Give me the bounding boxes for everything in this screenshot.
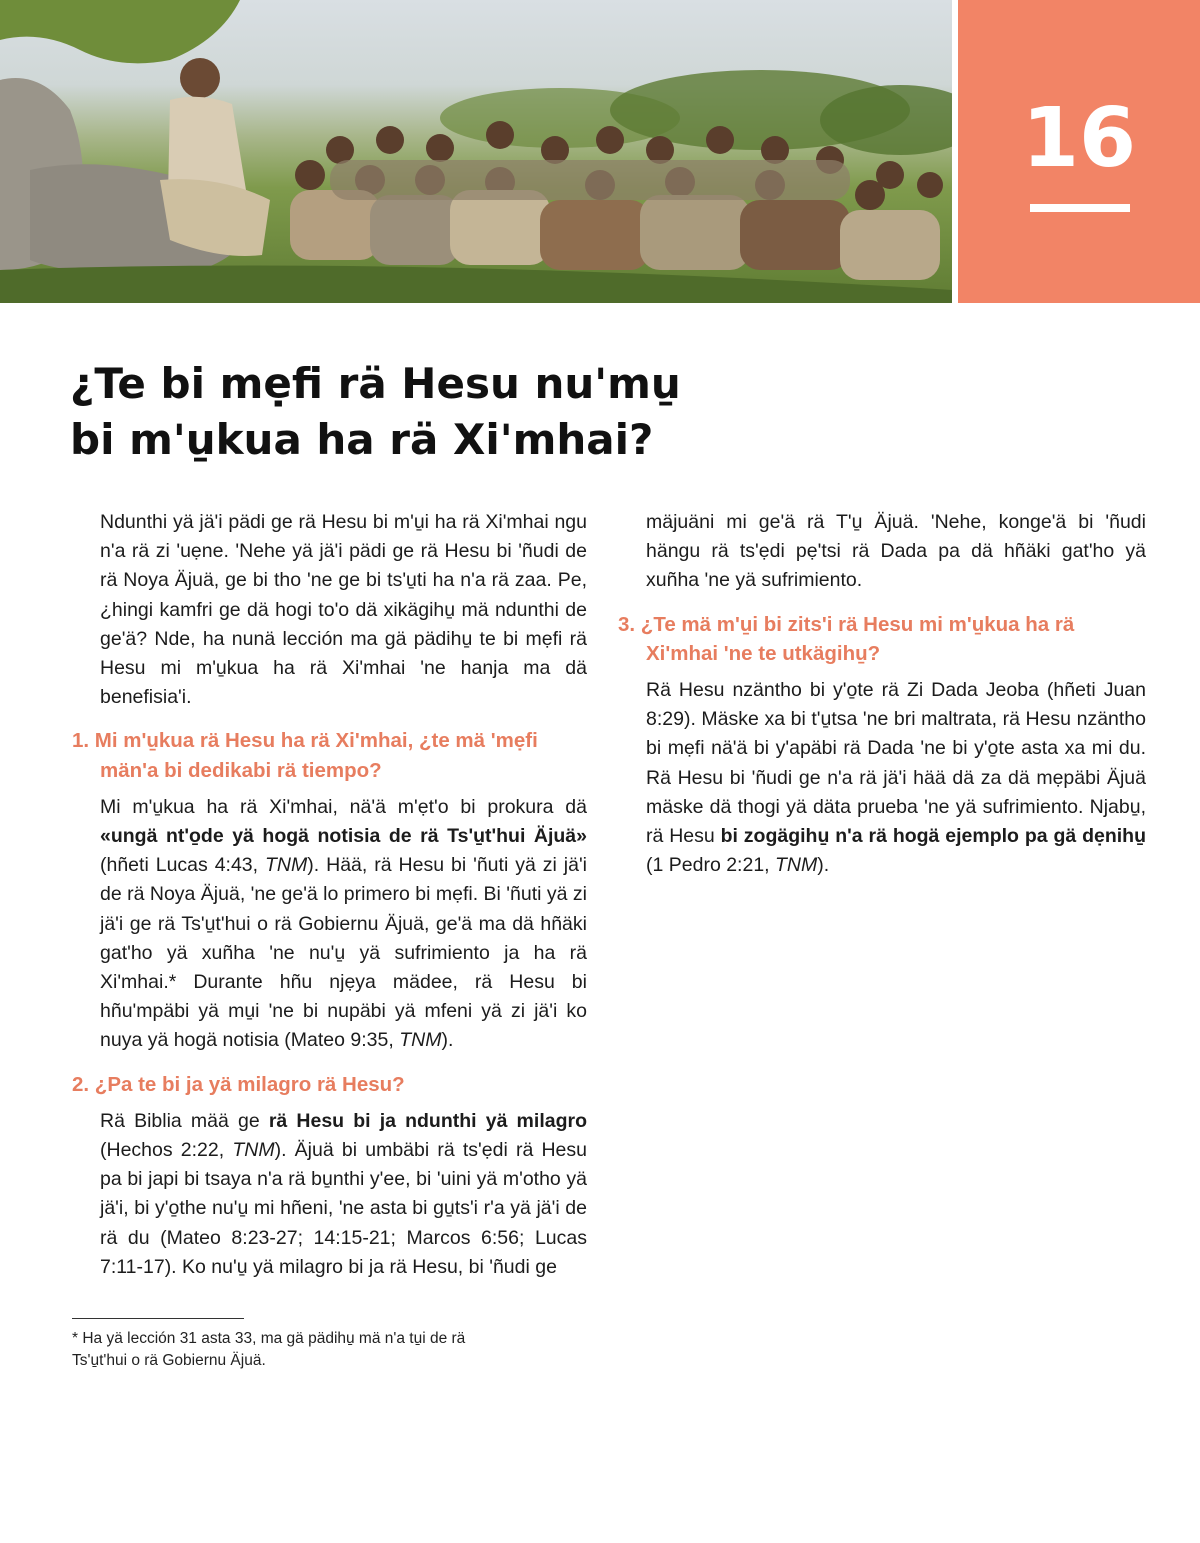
section-1-text-b: (hñeti Lucas 4:43,: [100, 854, 266, 877]
section-3-body: [618, 676, 1146, 880]
lesson-number-underline: [1030, 204, 1130, 212]
section-3-text-b: (1 Pedro 2:21,: [646, 854, 775, 877]
section-3-bold: bi zogägihu̱ n'a rä hogä ejemplo pa gä dẹnihu̱: [720, 825, 1146, 848]
lesson-number: 16: [1021, 91, 1137, 186]
section-3-heading: 3. ¿Te mä m'u̱i bi zits'i rä Hesu mi m'u̱kua ha rä Xi'mhai 'ne te utkägihu̱?: [618, 612, 1075, 665]
section-1-heading: 1. Mi m'u̱kua rä Hesu ha rä Xi'mhai, ¿te mä 'mẹfi män'a bi dedikabi rä tiempo?: [72, 729, 538, 782]
lesson-number-box: [958, 0, 1200, 303]
section-1-text-a: Mi m'u̱kua ha rä Xi'mhai, nä'ä m'ẹt'o bi prokura dä: [100, 795, 587, 818]
page-title-line-1: ¿Te bi mẹfi rä Hesu nu'mu̱: [70, 359, 681, 408]
page-title: [70, 356, 870, 468]
section-1-bold: «ungä nt'o̱de yä hogä notisia de rä Ts'u̱t'hui Äjuä»: [100, 825, 587, 848]
intro-paragraph: Ndunthi yä jä'i pädi ge rä Hesu bi m'u̱i ha rä Xi'mhai ngu n'a rä zi 'uẹne. 'Nehe yä jä'i pädi ge rä Hesu bi 'ñudi de rä Noya Äjuä, ge bi tho 'ne ge bi ts'u̱ti ha n'a rä zaa. Pe, ¿hingi kamfri ge dä hogi to'o dä xikägihu̱ mä ndunthi de ge'ä? Nde, ha nunä lección ma gä pädihu̱ te bi mẹfi rä Hesu mi m'u̱kua ha rä Xi'mhai 'ne hanja ma dä benefisia'i.: [100, 511, 587, 709]
section-3-text-a: Rä Hesu nzäntho bi y'o̱te rä Zi Dada Jeoba (hñeti Juan 8:29). Mäske xa bi t'u̱tsa 'ne bri maltrata, rä Hesu nzäntho bi mẹfi nä'ä bi y'apäbi rä Dada 'ne bi y'o̱te asta xa mi du. Rä Hesu bi 'ñudi ge n'a rä jä'i hää dä za dä mẹpäbi Äjuä mäske dä thogi yä däta prueba 'ne yä sufrimiento. Njabu̱, rä Hesu: [646, 679, 1146, 848]
footnote: [72, 1328, 572, 1372]
section-1-italic-a: TNM: [265, 854, 308, 877]
header-photo: [0, 0, 952, 303]
section-1-body: [72, 793, 587, 1056]
section-2-bold: rä Hesu bi ja ndunthi yä milagro: [268, 1109, 587, 1132]
section-1-italic-b: TNM: [399, 1029, 442, 1052]
section-3-italic: TNM: [775, 854, 818, 877]
section-2-text-b: (Hechos 2:22,: [100, 1139, 233, 1162]
section-1-text-d: ).: [441, 1029, 454, 1052]
footnote-line-1: * Ha yä lección 31 asta 33, ma gä pädihu̱ mä n'a tu̱i de rä: [72, 1330, 466, 1347]
left-column: [72, 508, 587, 1282]
header-photo-illustration: [0, 0, 952, 303]
section-2-italic: TNM: [232, 1139, 275, 1162]
section-3-text-c: ).: [817, 854, 830, 877]
section-1-text-c: ). Hää, rä Hesu bi 'ñuti yä zi jä'i de rä Noya Äjuä, 'ne ge'ä lo primero bi mẹfi. Bi 'ñuti yä zi jä'i ge rä Ts'u̱t'hui o rä Gobiernu Äjuä, ge'ä ma dä hñäki gat'ho yä xuñha 'ne nu'u̱ yä sufrimiento ja ha rä Xi'mhai.* Durante hñu njẹya mädee, rä Hesu bi hñu'mpäbi yä mu̱i 'ne bi nupäbi yä mfeni yä zi jä'i ko nuya yä hogä notisia (Mateo 9:35,: [100, 854, 588, 1052]
right-column: [618, 508, 1146, 880]
page-title-line-2: bi m'u̱kua ha rä Xi'mhai?: [70, 415, 654, 464]
footnote-line-2: Ts'u̱t'hui o rä Gobiernu Äjuä.: [72, 1352, 266, 1369]
section-2-body-continued: mäjuäni mi ge'ä rä T'u̱ Äjuä. 'Nehe, konge'ä bi 'ñudi hängu rä ts'ẹdi pẹ'tsi rä Dada pa dä hñäki gat'ho yä xuñha 'ne yä sufrimiento.: [646, 511, 1146, 592]
footnote-divider: [72, 1318, 244, 1319]
section-2-body-start: [72, 1107, 587, 1282]
section-2-heading: 2. ¿Pa te bi ja yä milagro rä Hesu?: [72, 1072, 405, 1096]
section-2-text-c: ). Äjuä bi umbäbi rä ts'ẹdi rä Hesu pa bi japi bi tsaya n'a rä bu̱nthi y'ee, bi 'uini yä m'otho yä jä'i, bi y'o̱the nu'u̱ mi hñeni, 'ne asta bi gu̱ts'i r'a yä jä'i de rä du (Mateo 8:23-27; 14:15-21; Marcos 6:56; Lucas 7:11-17). Ko nu'u̱ yä milagro bi ja rä Hesu, bi 'ñudi ge: [100, 1139, 588, 1278]
section-2-text-a: Rä Biblia mää ge: [100, 1109, 269, 1132]
